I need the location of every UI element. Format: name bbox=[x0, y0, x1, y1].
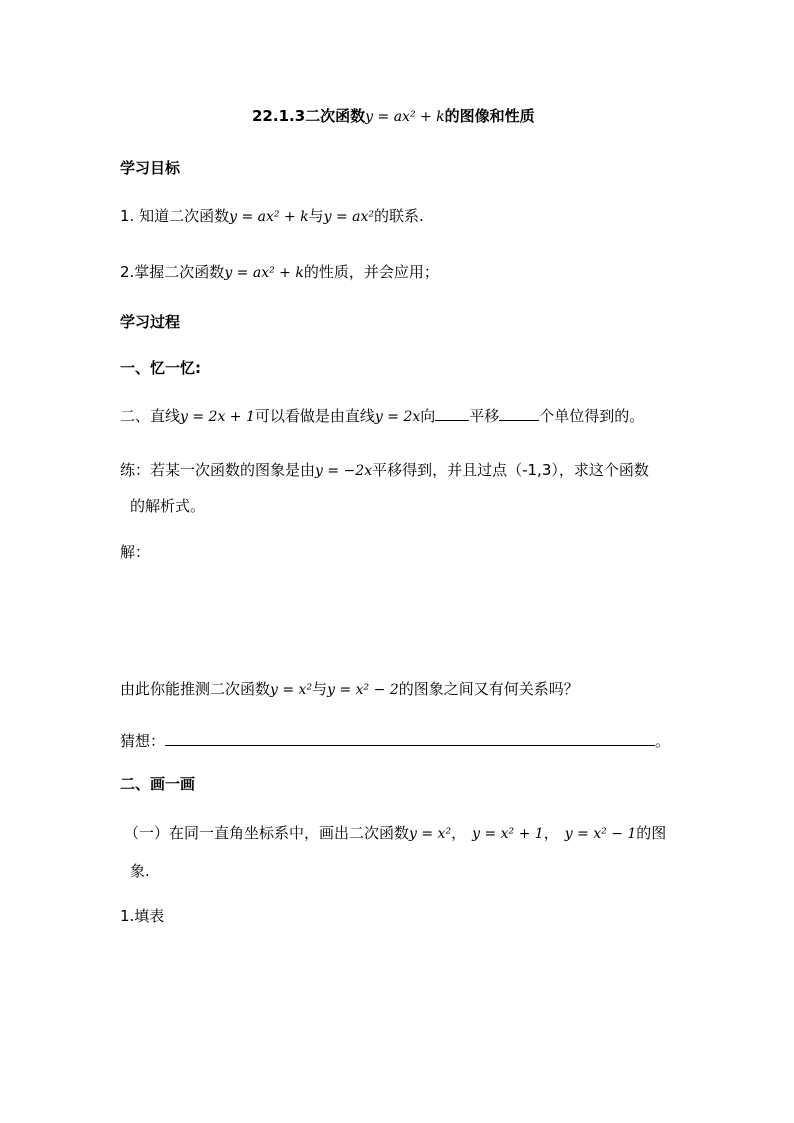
goal-2-prefix: 2.掌握二次函数 bbox=[120, 263, 225, 281]
draw-task-line-2: 象. bbox=[130, 862, 150, 880]
practice-formula: y = −2x bbox=[315, 463, 373, 479]
q2-middle-1: 可以看做是由直线 bbox=[254, 407, 375, 425]
answer-label: 解： bbox=[120, 543, 151, 561]
draw-suffix: 的图 bbox=[636, 824, 667, 842]
draw-sep-1: ， bbox=[451, 824, 467, 842]
q2-blank-units[interactable] bbox=[499, 406, 539, 421]
guess-blank[interactable] bbox=[165, 731, 655, 746]
draw-heading: 二、画一画 bbox=[120, 775, 196, 793]
goals-heading: 学习目标 bbox=[120, 159, 181, 177]
infer-question bbox=[120, 679, 579, 700]
goal-2-formula: y = ax² + k bbox=[224, 265, 304, 281]
guess-label: 猜想： bbox=[120, 732, 166, 750]
title-prefix: 22.1.3二次函数 bbox=[252, 107, 366, 125]
draw-formula-3: y = x² − 1 bbox=[564, 826, 637, 842]
q2-prefix: 二、直线 bbox=[120, 407, 181, 425]
q2-suffix: 个单位得到的。 bbox=[539, 407, 645, 425]
infer-prefix: 由此你能推测二次函数 bbox=[120, 680, 271, 698]
practice-suffix: 平移得到，并且过点（-1,3），求这个函数 bbox=[372, 461, 649, 479]
q2-formula-1: y = 2x + 1 bbox=[180, 409, 255, 425]
infer-formula-2: y = x² − 2 bbox=[327, 682, 399, 698]
infer-formula-1: y = x² bbox=[270, 682, 313, 698]
q2-middle-3: 平移 bbox=[469, 407, 500, 425]
recall-heading: 一、忆一忆: bbox=[120, 359, 201, 377]
goal-1-suffix: 的联系. bbox=[374, 207, 424, 225]
question-2 bbox=[120, 406, 644, 427]
guess-line bbox=[120, 731, 670, 751]
draw-task-line-1 bbox=[124, 823, 666, 844]
guess-end: 。 bbox=[655, 732, 671, 750]
goal-1-middle: 与 bbox=[308, 207, 324, 225]
q2-formula-2: y = 2x bbox=[374, 409, 421, 425]
page-title bbox=[252, 106, 535, 127]
infer-suffix: 的图象之间又有何关系吗？ bbox=[398, 680, 579, 698]
infer-middle: 与 bbox=[312, 680, 328, 698]
fill-table-label: 1.填表 bbox=[120, 907, 165, 925]
practice-line-2: 的解析式。 bbox=[130, 497, 206, 515]
goal-2-suffix: 的性质，并会应用； bbox=[303, 263, 439, 281]
goal-item-1 bbox=[120, 206, 424, 227]
draw-sep-2: ， bbox=[543, 824, 559, 842]
draw-formula-2: y = x² + 1 bbox=[472, 826, 544, 842]
goal-item-2 bbox=[120, 262, 439, 283]
title-formula: y = ax² + k bbox=[365, 109, 445, 125]
q2-blank-direction[interactable] bbox=[435, 406, 469, 421]
q2-middle-2: 向 bbox=[420, 407, 436, 425]
practice-line-1 bbox=[120, 460, 649, 481]
goal-1-prefix: 1. 知道二次函数 bbox=[120, 207, 230, 225]
goal-1-formula-1: y = ax² + k bbox=[229, 209, 309, 225]
draw-formula-1: y = x² bbox=[409, 826, 452, 842]
goal-1-formula-2: y = ax² bbox=[323, 209, 375, 225]
practice-prefix: 练：若某一次函数的图象是由 bbox=[120, 461, 316, 479]
title-suffix: 的图像和性质 bbox=[444, 107, 535, 125]
process-heading: 学习过程 bbox=[120, 313, 181, 331]
draw-prefix: （一）在同一直角坐标系中，画出二次函数 bbox=[124, 824, 410, 842]
